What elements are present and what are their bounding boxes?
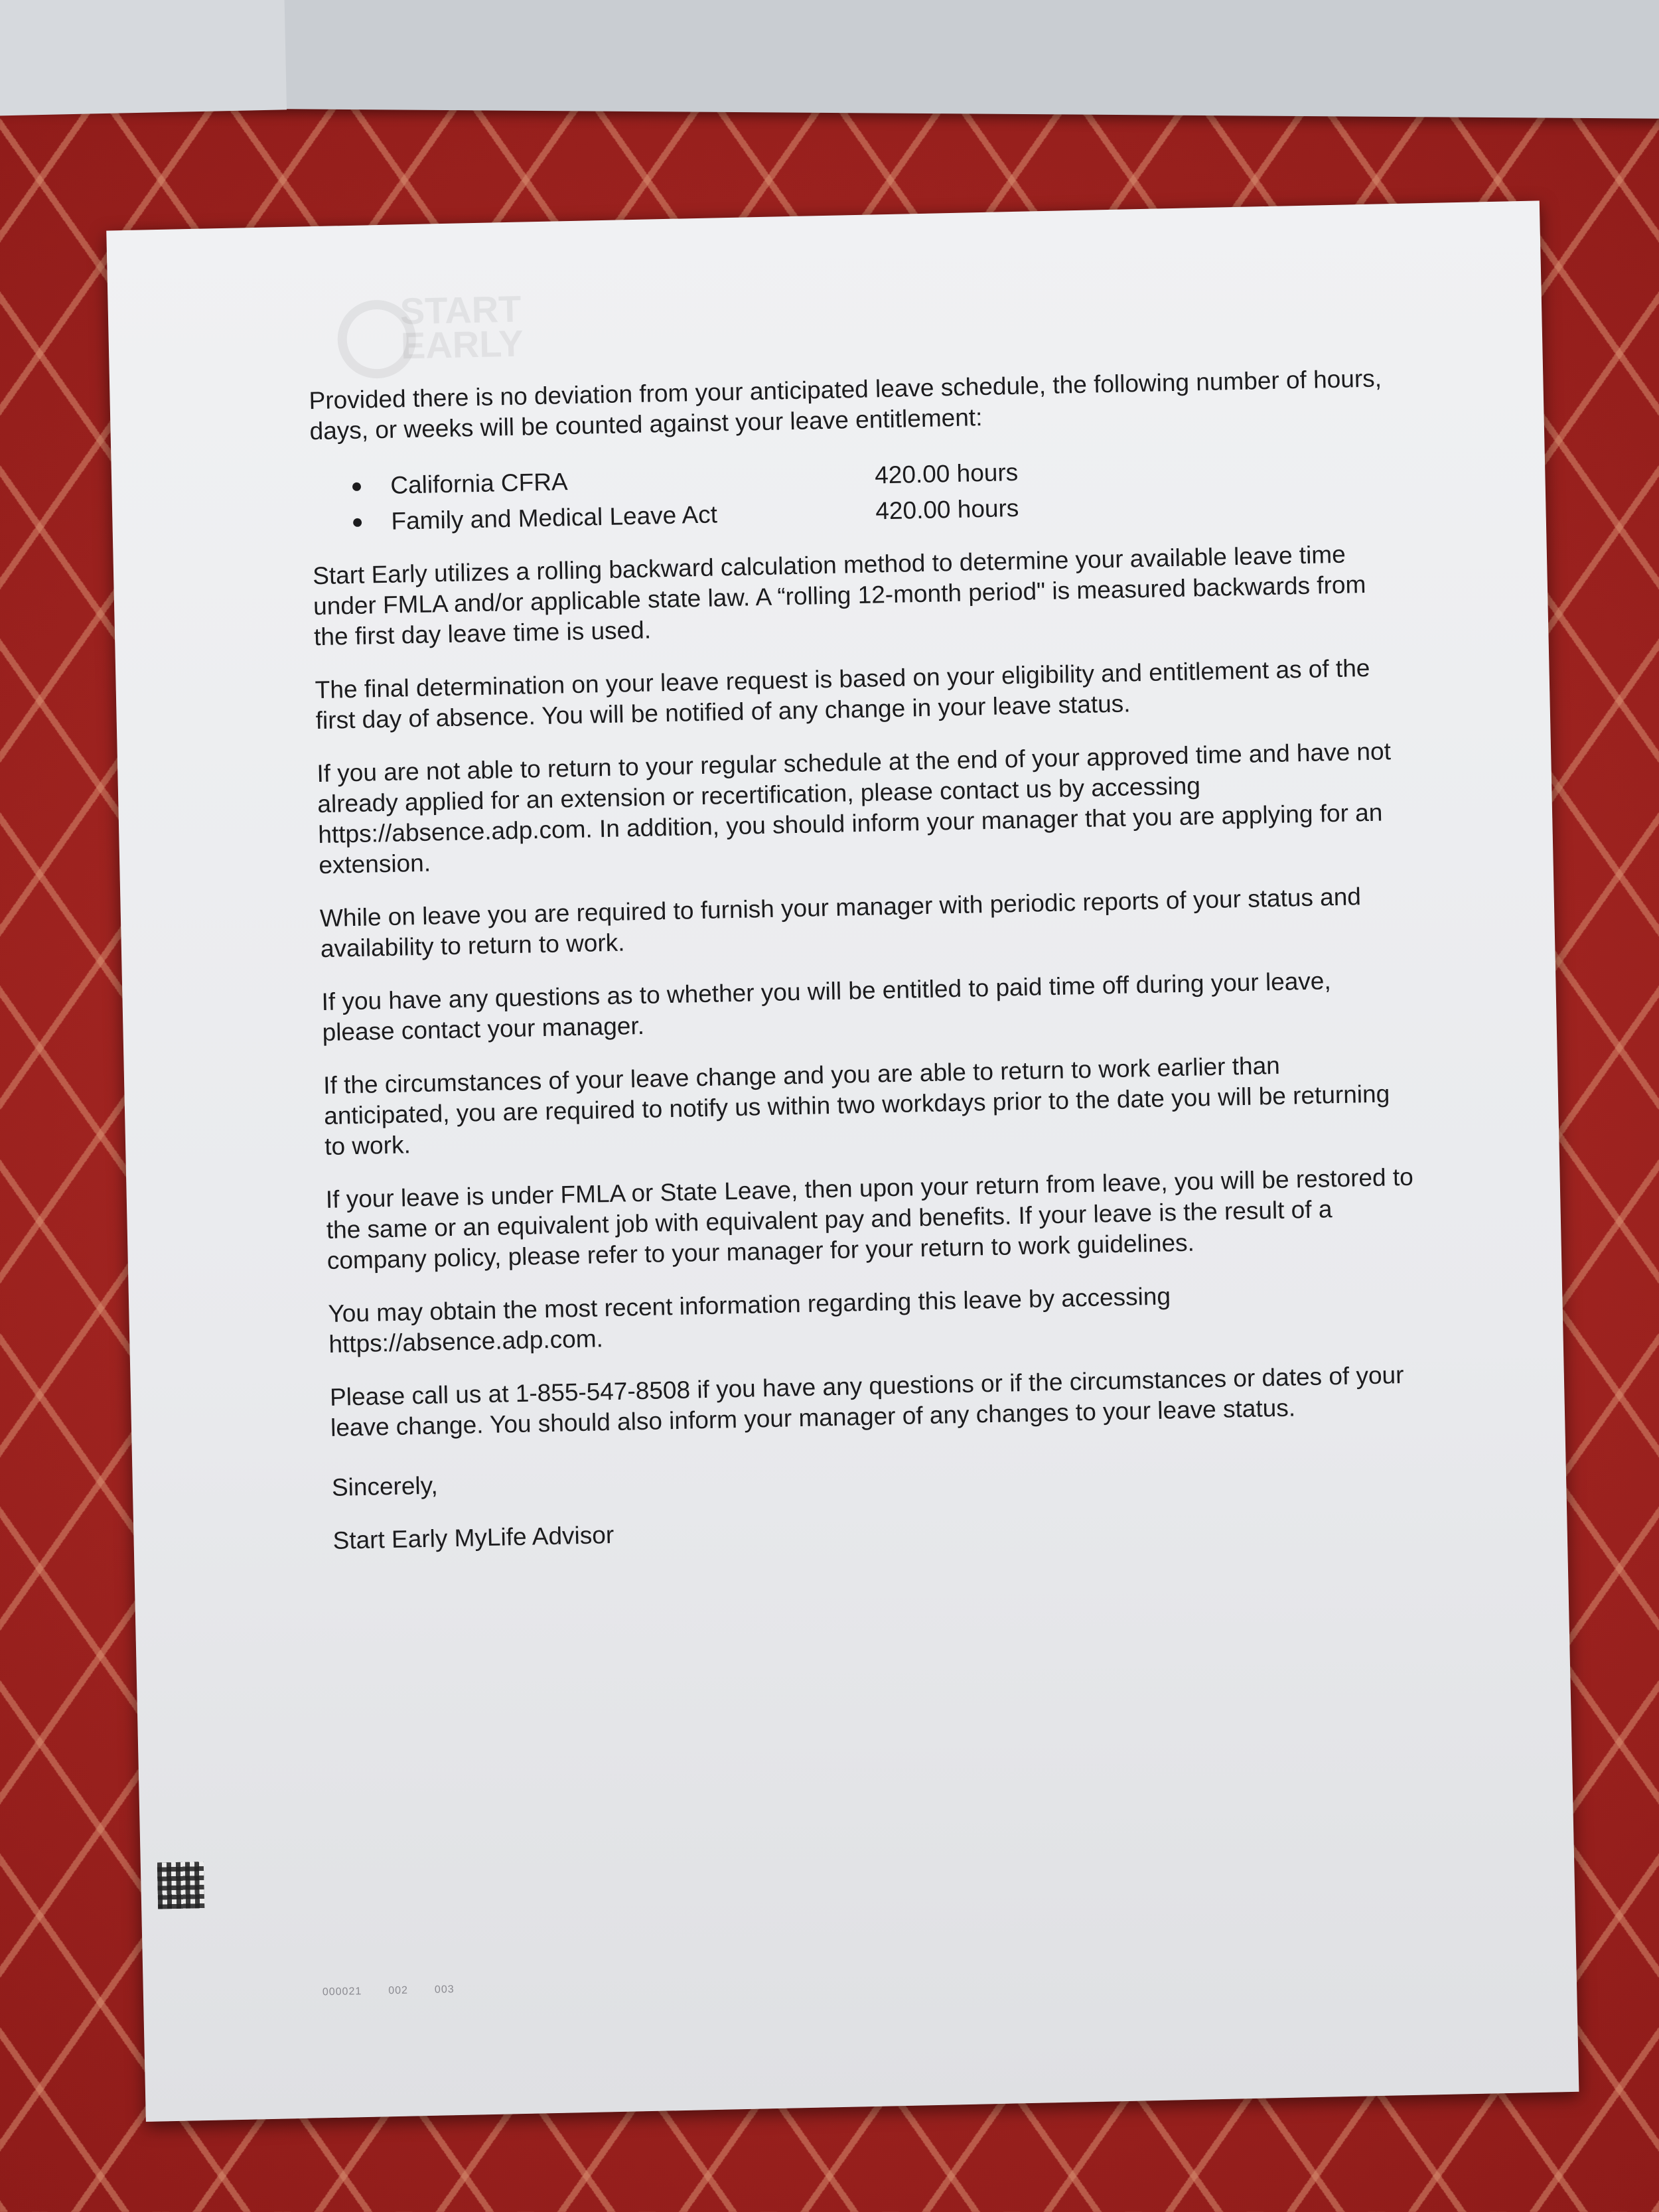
leave-type-label: Family and Medical Leave Act xyxy=(391,500,718,535)
datamatrix-code-icon xyxy=(157,1862,204,1909)
periodic-reports-paragraph: While on leave you are required to furnish your manager with periodic reports of your status and availability to return to work. xyxy=(319,883,1362,963)
footer-code: 003 xyxy=(434,1984,455,1996)
start-early-logo-watermark xyxy=(336,287,597,368)
footer-code: 000021 xyxy=(322,1986,362,1998)
recent-information-paragraph: You may obtain the most recent information regarding this leave by accessing https://absence.adp.com. xyxy=(328,1282,1171,1358)
leave-entitlement-list xyxy=(311,447,1400,541)
footer-codes xyxy=(323,1984,455,1998)
contact-paragraph: Please call us at 1-855-547-8508 if you have any questions or if the circumstances or dates of your leave change. You should also inform your manager of any changes to your leave status. xyxy=(329,1361,1404,1441)
leave-hours-value: 420.00 hours xyxy=(875,494,1019,525)
early-return-paragraph: If the circumstances of your leave change and you are able to return to work earlier than anticipated, you are required to notify us within two workdays prior to the date you will be returning to work. xyxy=(323,1051,1390,1161)
bullet-icon: ● xyxy=(350,475,363,497)
letter-body xyxy=(309,363,1421,1579)
final-determination-paragraph: The final determination on your leave request is based on your eligibility and entitlement as of the first day of absence. You will be notified of any change in your leave status. xyxy=(315,654,1370,735)
bullet-icon: ● xyxy=(351,510,364,533)
intro-paragraph: Provided there is no deviation from your anticipated leave schedule, the following number of hours, days, or weeks will be counted against your leave entitlement: xyxy=(309,364,1382,445)
closing-text: Sincerely, xyxy=(331,1471,439,1501)
background-paper-sheet-left xyxy=(0,0,287,116)
rolling-calculation-paragraph: Start Early utilizes a rolling backward calculation method to determine your available leave time under FMLA and/or applicable state law. A “rolling 12-month period" is measured backwards from the first day leave time is used. xyxy=(312,540,1366,651)
extension-paragraph: If you are not able to return to your regular schedule at the end of your approved time and have not already applied for an extension or recertification, please contact us by accessing https://absence.adp.com. In addition, you should inform your manager that you are applying for an extension. xyxy=(317,737,1392,879)
letter-page xyxy=(106,200,1579,2122)
logo-watermark-text: START EARLY xyxy=(399,287,524,367)
paid-time-off-paragraph: If you have any questions as to whether you will be entitled to paid time off during your leave, please contact your manager. xyxy=(321,967,1332,1047)
leave-type-label: California CFRA xyxy=(390,468,569,499)
footer-code: 002 xyxy=(388,1984,409,1997)
signature-text: Start Early MyLife Advisor xyxy=(332,1521,614,1554)
job-restoration-paragraph: If your leave is under FMLA or State Leave, then upon your return from leave, you will be restored to the same or an equivalent job with equivalent pay and benefits. If your leave is the result of a company policy, please refer to your manager for your return to work guidelines. xyxy=(325,1163,1414,1274)
leave-hours-value: 420.00 hours xyxy=(874,458,1019,489)
